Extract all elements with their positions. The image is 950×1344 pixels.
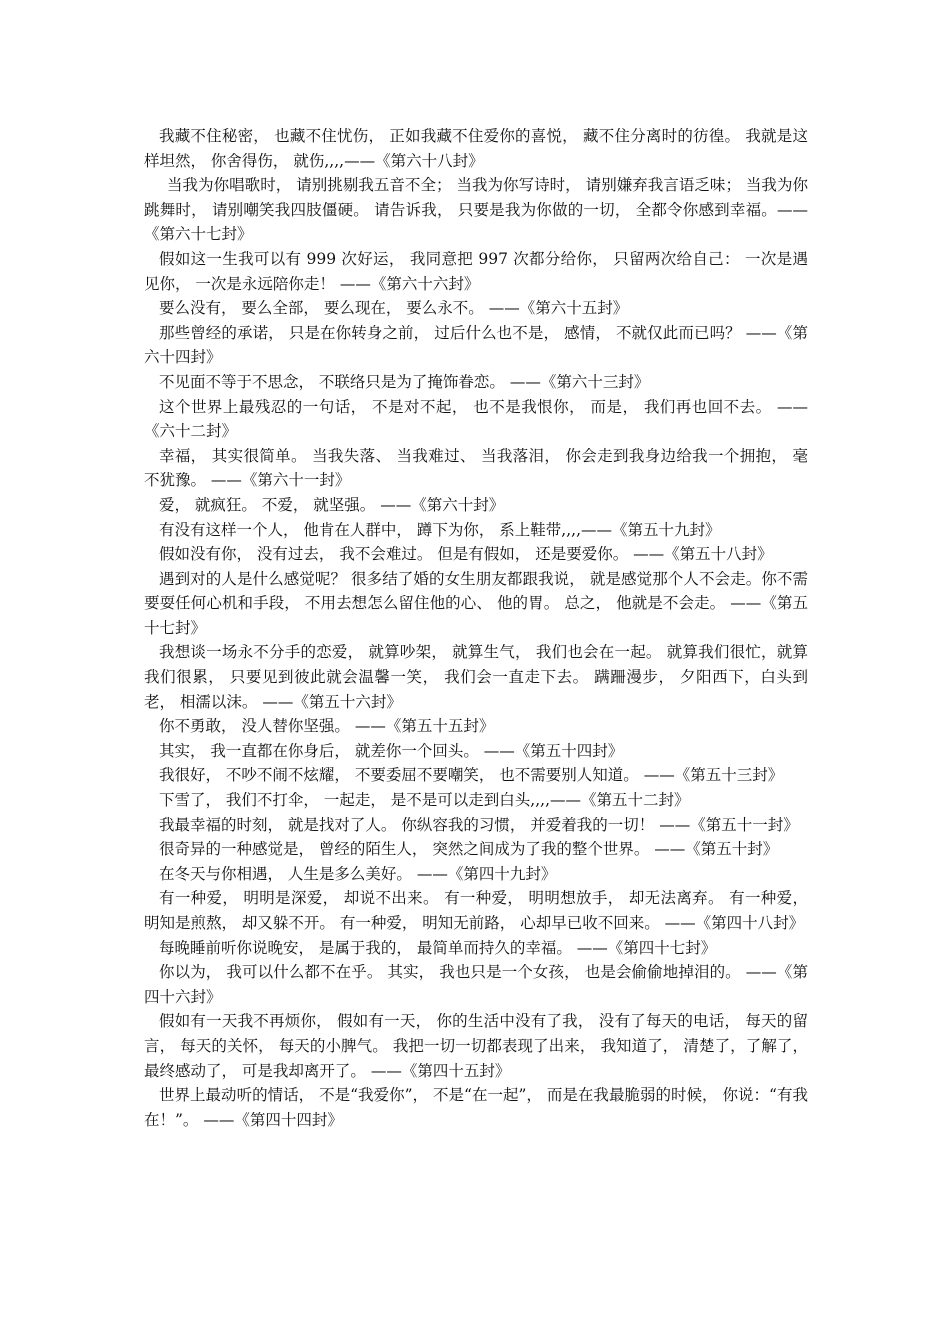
paragraph-14: 你不勇敢， 没人替你坚强。 ——《第五十五封》 <box>159 717 495 736</box>
paragraph-15: 其实， 我一直都在你身后， 就差你一个回头。 ——《第五十四封》 <box>159 741 624 760</box>
paragraph-24: 假如有一天我不再烦你， 假如有一天， 你的生活中没有了我， 没有了每天的电话， 每天的留言， 每天的关怀， 每天的小脾气。 我把一切一切都表现了出来， 我知道了， 清楚了，了解了， 最终感动了， 可是我却离开了。 ——《第四十五封》 <box>144 1012 808 1080</box>
paragraph-25: 世界上最动听的情话， 不是“我爱你”， 不是“在一起”， 而是在我最脆弱的时候， 你说：“有我在！”。 ——《第四十四封》 <box>144 1086 808 1129</box>
paragraph-6: 不见面不等于不思念， 不联络只是为了掩饰眷恋。 ——《第六十三封》 <box>159 372 650 391</box>
paragraph-16: 我很好， 不吵不闹不炫耀， 不要委屈不要嘲笑， 也不需要别人知道。 ——《第五十三封》 <box>159 766 784 785</box>
paragraph-9: 爱， 就疯狂。 不爱， 就坚强。 ——《第六十封》 <box>159 495 505 514</box>
paragraph-8: 幸福， 其实很简单。 当我失落、 当我难过、 当我落泪， 你会走到我身边给我一个拥抱， 毫不犹豫。 ——《第六十一封》 <box>144 446 808 490</box>
paragraph-19: 很奇异的一种感觉是， 曾经的陌生人， 突然之间成为了我的整个世界。 ——《第五十封》 <box>159 840 779 859</box>
document-body <box>144 124 808 1132</box>
paragraph-4: 要么没有， 要么全部， 要么现在， 要么永不。 ——《第六十五封》 <box>159 299 629 318</box>
paragraph-18: 我最幸福的时刻， 就是找对了人。 你纵容我的习惯， 并爱着我的一切！ ——《第五十一封》 <box>159 815 799 834</box>
paragraph-17: 下雪了， 我们不打伞， 一起走， 是不是可以走到白头,,,,——《第五十二封》 <box>159 791 690 810</box>
paragraph-22: 每晚睡前听你说晚安， 是属于我的， 最简单而持久的幸福。 ——《第四十七封》 <box>159 938 717 957</box>
paragraph-10: 有没有这样一个人， 他肯在人群中， 蹲下为你， 系上鞋带,,,,——《第五十九封》 <box>159 520 721 539</box>
paragraph-13: 我想谈一场永不分手的恋爱， 就算吵架， 就算生气， 我们也会在一起。 就算我们很忙，就算我们很累， 只要见到彼此就会温馨一笑， 我们会一直走下去。 蹒跚漫步， 夕阳西下，白头到老， 相濡以沫。 ——《第五十六封》 <box>144 643 808 711</box>
paragraph-5: 那些曾经的承诺， 只是在你转身之前， 过后什么也不是， 感情， 不就仅此而已吗？ ——《第六十四封》 <box>144 323 808 367</box>
paragraph-20: 在冬天与你相遇， 人生是多么美好。 ——《第四十九封》 <box>159 864 557 883</box>
paragraph-1: 我藏不住秘密， 也藏不住忧伤， 正如我藏不住爱你的喜悦， 藏不住分离时的彷徨。 我就是这样坦然， 你舍得伤， 就伤,,,,——《第六十八封》 <box>144 127 808 170</box>
paragraph-2: 当我为你唱歌时， 请别挑剔我五音不全； 当我为你写诗时， 请别嫌弃我言语乏味； 当我为你跳舞时， 请别嘲笑我四肢僵硬。 请告诉我， 只要是我为你做的一切， 全都令你感到幸福。——《第六十七封》 <box>144 176 808 244</box>
paragraph-7: 这个世界上最残忍的一句话， 不是对不起， 也不是我恨你， 而是， 我们再也回不去。 ——《六十二封》 <box>144 397 808 441</box>
paragraph-21: 有一种爱， 明明是深爱， 却说不出来。 有一种爱， 明明想放手， 却无法离弃。 有一种爱，明知是煎熬， 却又躲不开。 有一种爱， 明知无前路， 心却早已收不回来。 ——《第四十八封》 <box>144 889 808 932</box>
paragraph-3: 假如这一生我可以有 999 次好运， 我同意把 997 次都分给你， 只留两次给自己： 一次是遇见你， 一次是永远陪你走！ ——《第六十六封》 <box>144 249 808 293</box>
paragraph-11: 假如没有你， 没有过去， 我不会难过。 但是有假如， 还是要爱你。 ——《第五十八封》 <box>159 545 773 564</box>
paragraph-12: 遇到对的人是什么感觉呢？ 很多结了婚的女生朋友都跟我说， 就是感觉那个人不会走。你不需要耍任何心机和手段， 不用去想怎么留住他的心、 他的胃。 总之， 他就是不会走。 ——《第五十七封》 <box>144 569 808 637</box>
paragraph-23: 你以为， 我可以什么都不在乎。 其实， 我也只是一个女孩， 也是会偷偷地掉泪的。 ——《第四十六封》 <box>144 963 808 1006</box>
